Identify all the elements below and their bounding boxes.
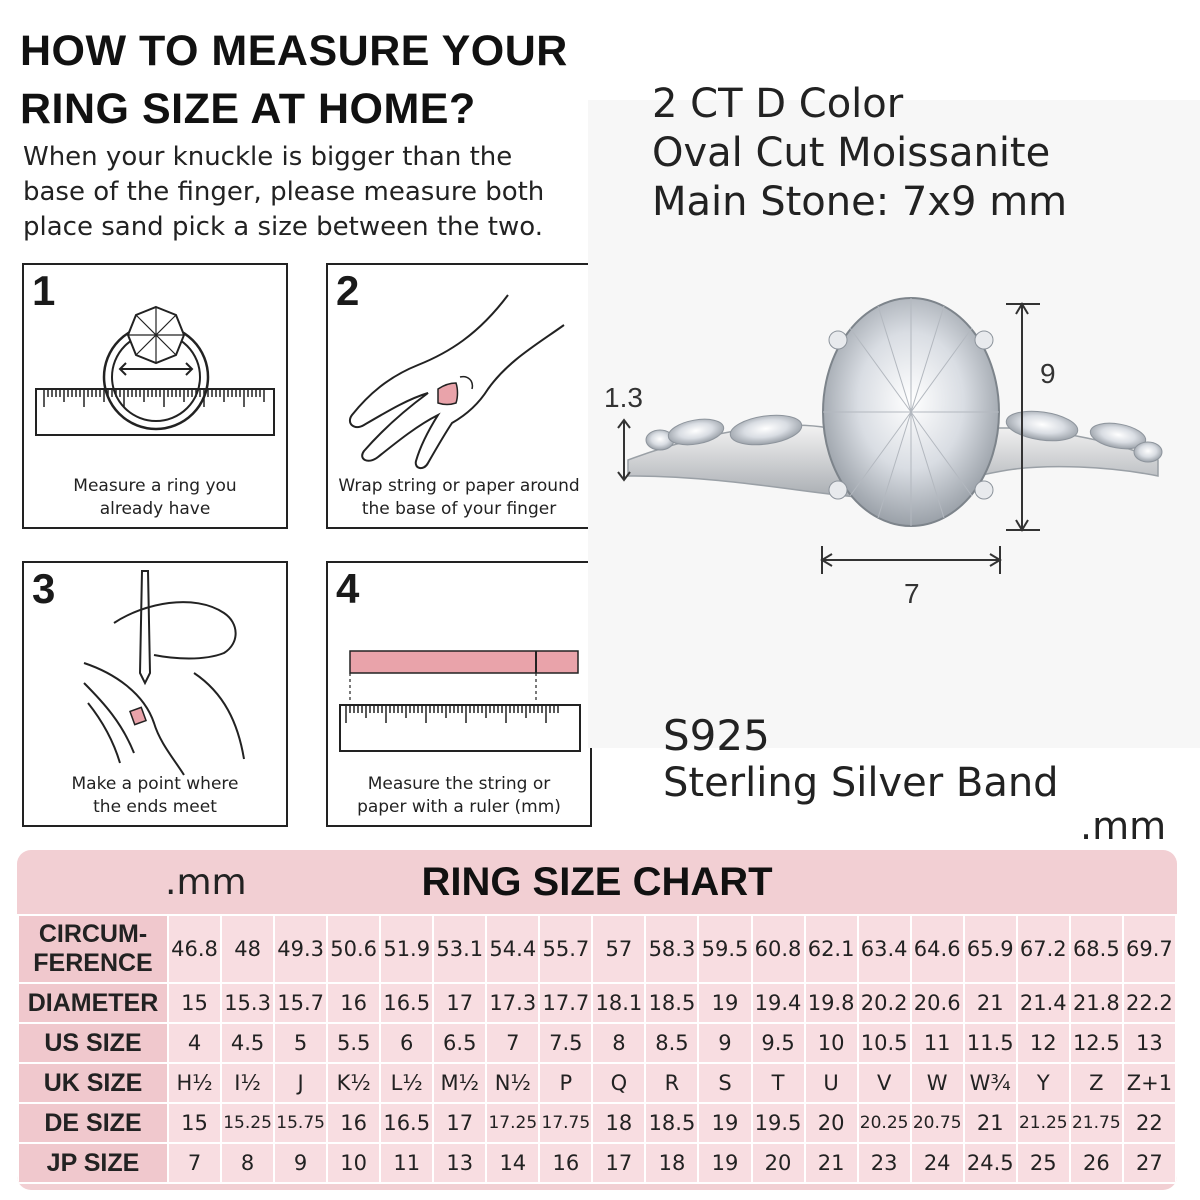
row-label-line: DIAMETER (27, 988, 159, 1017)
size-cell: 10 (327, 1143, 380, 1183)
caption-line: Measure a ring you (73, 476, 237, 496)
size-cell: T (752, 1063, 805, 1103)
ring-product-image (588, 280, 1200, 620)
size-cell: 20.6 (911, 983, 964, 1023)
size-cell: 5.5 (327, 1023, 380, 1063)
size-cell: 17.75 (539, 1103, 592, 1143)
size-cell: 17.7 (539, 983, 592, 1023)
size-cell: 10 (805, 1023, 858, 1063)
step-3-panel (22, 561, 288, 827)
size-cell: 25 (1017, 1143, 1070, 1183)
product-spec (652, 80, 1067, 227)
size-cell: 21 (964, 1103, 1017, 1143)
dim-height-label: 9 (1040, 358, 1056, 389)
size-cell: 59.5 (698, 915, 751, 983)
size-cell: S (698, 1063, 751, 1103)
size-cell: W (911, 1063, 964, 1103)
row-label-line: DE SIZE (44, 1108, 142, 1137)
size-table (17, 914, 1177, 1184)
size-cell: 18.1 (592, 983, 645, 1023)
size-cell: 26 (1070, 1143, 1123, 1183)
size-cell: 14 (486, 1143, 539, 1183)
size-cell: 57 (592, 915, 645, 983)
size-cell: K½ (327, 1063, 380, 1103)
row-label-line: US SIZE (44, 1028, 142, 1057)
dim-width-label: 7 (904, 578, 920, 609)
size-cell: H½ (168, 1063, 221, 1103)
size-cell: 17 (433, 983, 486, 1023)
size-cell: 4 (168, 1023, 221, 1063)
size-cell: 19.8 (805, 983, 858, 1023)
row-label-line: JP SIZE (46, 1148, 140, 1177)
size-cell: U (805, 1063, 858, 1103)
size-cell: 16.5 (380, 1103, 433, 1143)
size-row (18, 1143, 1176, 1183)
heading-line-1: HOW TO MEASURE YOUR (20, 27, 568, 75)
step-4-panel (326, 561, 592, 827)
size-cell: 8 (592, 1023, 645, 1063)
size-cell: 24.5 (964, 1143, 1017, 1183)
size-cell: 21.75 (1070, 1103, 1123, 1143)
size-cell: 21 (964, 983, 1017, 1023)
size-cell: 8.5 (645, 1023, 698, 1063)
size-cell: 15.7 (274, 983, 327, 1023)
size-cell: 16 (327, 983, 380, 1023)
step-caption (24, 475, 286, 521)
size-cell: 67.2 (1017, 915, 1070, 983)
step-2-panel (326, 263, 592, 529)
caption-line: paper with a ruler (mm) (357, 797, 561, 817)
intro-line-2: base of the finger, please measure both (23, 177, 545, 207)
size-cell: 18 (645, 1143, 698, 1183)
chart-title: RING SIZE CHART (421, 860, 773, 904)
size-cell: 10.5 (858, 1023, 911, 1063)
unit-label: .mm (1080, 804, 1167, 848)
caption-line: the ends meet (93, 797, 217, 817)
size-row (18, 915, 1176, 983)
size-cell: 62.1 (805, 915, 858, 983)
size-cell: 18.5 (645, 1103, 698, 1143)
step-number: 1 (32, 267, 56, 314)
size-cell: 21.25 (1017, 1103, 1070, 1143)
size-cell: 19 (698, 1143, 751, 1183)
chart-unit-label: .mm (165, 862, 247, 903)
size-cell: I½ (221, 1063, 274, 1103)
caption-line: the base of your finger (361, 499, 557, 519)
size-cell: Z+1 (1123, 1063, 1176, 1103)
step-1-panel (22, 263, 288, 529)
size-row-label (18, 983, 168, 1023)
step-number: 2 (336, 267, 360, 314)
size-cell: 17.25 (486, 1103, 539, 1143)
intro-text (23, 140, 603, 245)
size-cell: 12.5 (1070, 1023, 1123, 1063)
size-cell: 20.25 (858, 1103, 911, 1143)
size-row-label (18, 1063, 168, 1103)
size-row (18, 983, 1176, 1023)
size-cell: 23 (858, 1143, 911, 1183)
size-cell: 17.3 (486, 983, 539, 1023)
metal-code: S925 (663, 711, 770, 760)
spec-line: Main Stone: 7x9 mm (652, 179, 1068, 225)
size-cell: 5 (274, 1023, 327, 1063)
size-cell: 19.5 (752, 1103, 805, 1143)
step-caption (24, 773, 286, 819)
intro-line-3: place sand pick a size between the two. (23, 212, 543, 242)
size-cell: N½ (486, 1063, 539, 1103)
size-cell: M½ (433, 1063, 486, 1103)
caption-line: Make a point where (71, 774, 239, 794)
heading-line-2: RING SIZE AT HOME? (20, 85, 476, 133)
spec-line: Oval Cut Moissanite (652, 130, 1051, 176)
size-cell: L½ (380, 1063, 433, 1103)
size-cell: 19 (698, 983, 751, 1023)
page-heading (20, 22, 580, 138)
size-row (18, 1023, 1176, 1063)
size-cell: 51.9 (380, 915, 433, 983)
size-cell: 9 (274, 1143, 327, 1183)
size-cell: 65.9 (964, 915, 1017, 983)
size-cell: 17 (433, 1103, 486, 1143)
size-cell: 55.7 (539, 915, 592, 983)
size-cell: 7 (168, 1143, 221, 1183)
size-row (18, 1063, 1176, 1103)
size-cell: 20 (752, 1143, 805, 1183)
size-cell: 6.5 (433, 1023, 486, 1063)
size-cell: 11 (911, 1023, 964, 1063)
size-row-label (18, 1143, 168, 1183)
step-caption (328, 773, 590, 819)
size-cell: 9.5 (752, 1023, 805, 1063)
size-cell: 16.5 (380, 983, 433, 1023)
size-cell: 54.4 (486, 915, 539, 983)
size-row (18, 1103, 1176, 1143)
size-row-label (18, 1103, 168, 1143)
size-cell: 21.4 (1017, 983, 1070, 1023)
size-cell: 11 (380, 1143, 433, 1183)
size-cell: Z (1070, 1063, 1123, 1103)
chart-header (17, 850, 1177, 914)
size-cell: 53.1 (433, 915, 486, 983)
size-row-label (18, 915, 168, 983)
row-label-line: FERENCE (33, 949, 153, 977)
size-cell: 21 (805, 1143, 858, 1183)
step-caption (328, 475, 590, 521)
size-cell: 11.5 (964, 1023, 1017, 1063)
size-cell: 63.4 (858, 915, 911, 983)
size-cell: 19.4 (752, 983, 805, 1023)
size-cell: Y (1017, 1063, 1070, 1103)
size-cell: 22 (1123, 1103, 1176, 1143)
size-cell: 15.75 (274, 1103, 327, 1143)
row-label-line: CIRCUM- (38, 920, 148, 948)
caption-line: Measure the string or (367, 774, 551, 794)
size-cell: 16 (539, 1143, 592, 1183)
size-cell: J (274, 1063, 327, 1103)
size-cell: 50.6 (327, 915, 380, 983)
size-cell: Q (592, 1063, 645, 1103)
size-cell: 12 (1017, 1023, 1070, 1063)
step-number: 3 (32, 565, 56, 612)
size-cell: 64.6 (911, 915, 964, 983)
size-cell: 60.8 (752, 915, 805, 983)
size-cell: 48 (221, 915, 274, 983)
size-cell: 18 (592, 1103, 645, 1143)
caption-line: already have (99, 499, 211, 519)
size-cell: 17 (592, 1143, 645, 1183)
size-cell: 7.5 (539, 1023, 592, 1063)
size-cell: 20 (805, 1103, 858, 1143)
size-cell: 16 (327, 1103, 380, 1143)
row-label-line: UK SIZE (43, 1068, 143, 1097)
size-cell: 22.2 (1123, 983, 1176, 1023)
dim-band-label: 1.3 (604, 382, 643, 413)
size-cell: 27 (1123, 1143, 1176, 1183)
step-number: 4 (336, 565, 360, 612)
ring-size-chart (17, 850, 1177, 1190)
size-cell: 19 (698, 1103, 751, 1143)
size-cell: 69.7 (1123, 915, 1176, 983)
size-cell: 4.5 (221, 1023, 274, 1063)
size-row-label (18, 1023, 168, 1063)
size-cell: 15.25 (221, 1103, 274, 1143)
size-cell: P (539, 1063, 592, 1103)
size-cell: 13 (1123, 1023, 1176, 1063)
size-cell: 15.3 (221, 983, 274, 1023)
metal-name: Sterling Silver Band (663, 760, 1059, 806)
size-cell: 46.8 (168, 915, 221, 983)
spec-line: 2 CT D Color (652, 81, 904, 127)
size-cell: 18.5 (645, 983, 698, 1023)
size-cell: 49.3 (274, 915, 327, 983)
size-cell: 15 (168, 983, 221, 1023)
size-cell: 13 (433, 1143, 486, 1183)
size-cell: 58.3 (645, 915, 698, 983)
size-cell: R (645, 1063, 698, 1103)
size-cell: V (858, 1063, 911, 1103)
size-cell: 7 (486, 1023, 539, 1063)
caption-line: Wrap string or paper around (338, 476, 580, 496)
size-cell: 21.8 (1070, 983, 1123, 1023)
size-cell: W¾ (964, 1063, 1017, 1103)
size-cell: 8 (221, 1143, 274, 1183)
size-cell: 20.2 (858, 983, 911, 1023)
size-cell: 68.5 (1070, 915, 1123, 983)
intro-line-1: When your knuckle is bigger than the (23, 142, 513, 172)
size-cell: 9 (698, 1023, 751, 1063)
size-cell: 15 (168, 1103, 221, 1143)
size-cell: 20.75 (911, 1103, 964, 1143)
size-cell: 24 (911, 1143, 964, 1183)
size-cell: 6 (380, 1023, 433, 1063)
